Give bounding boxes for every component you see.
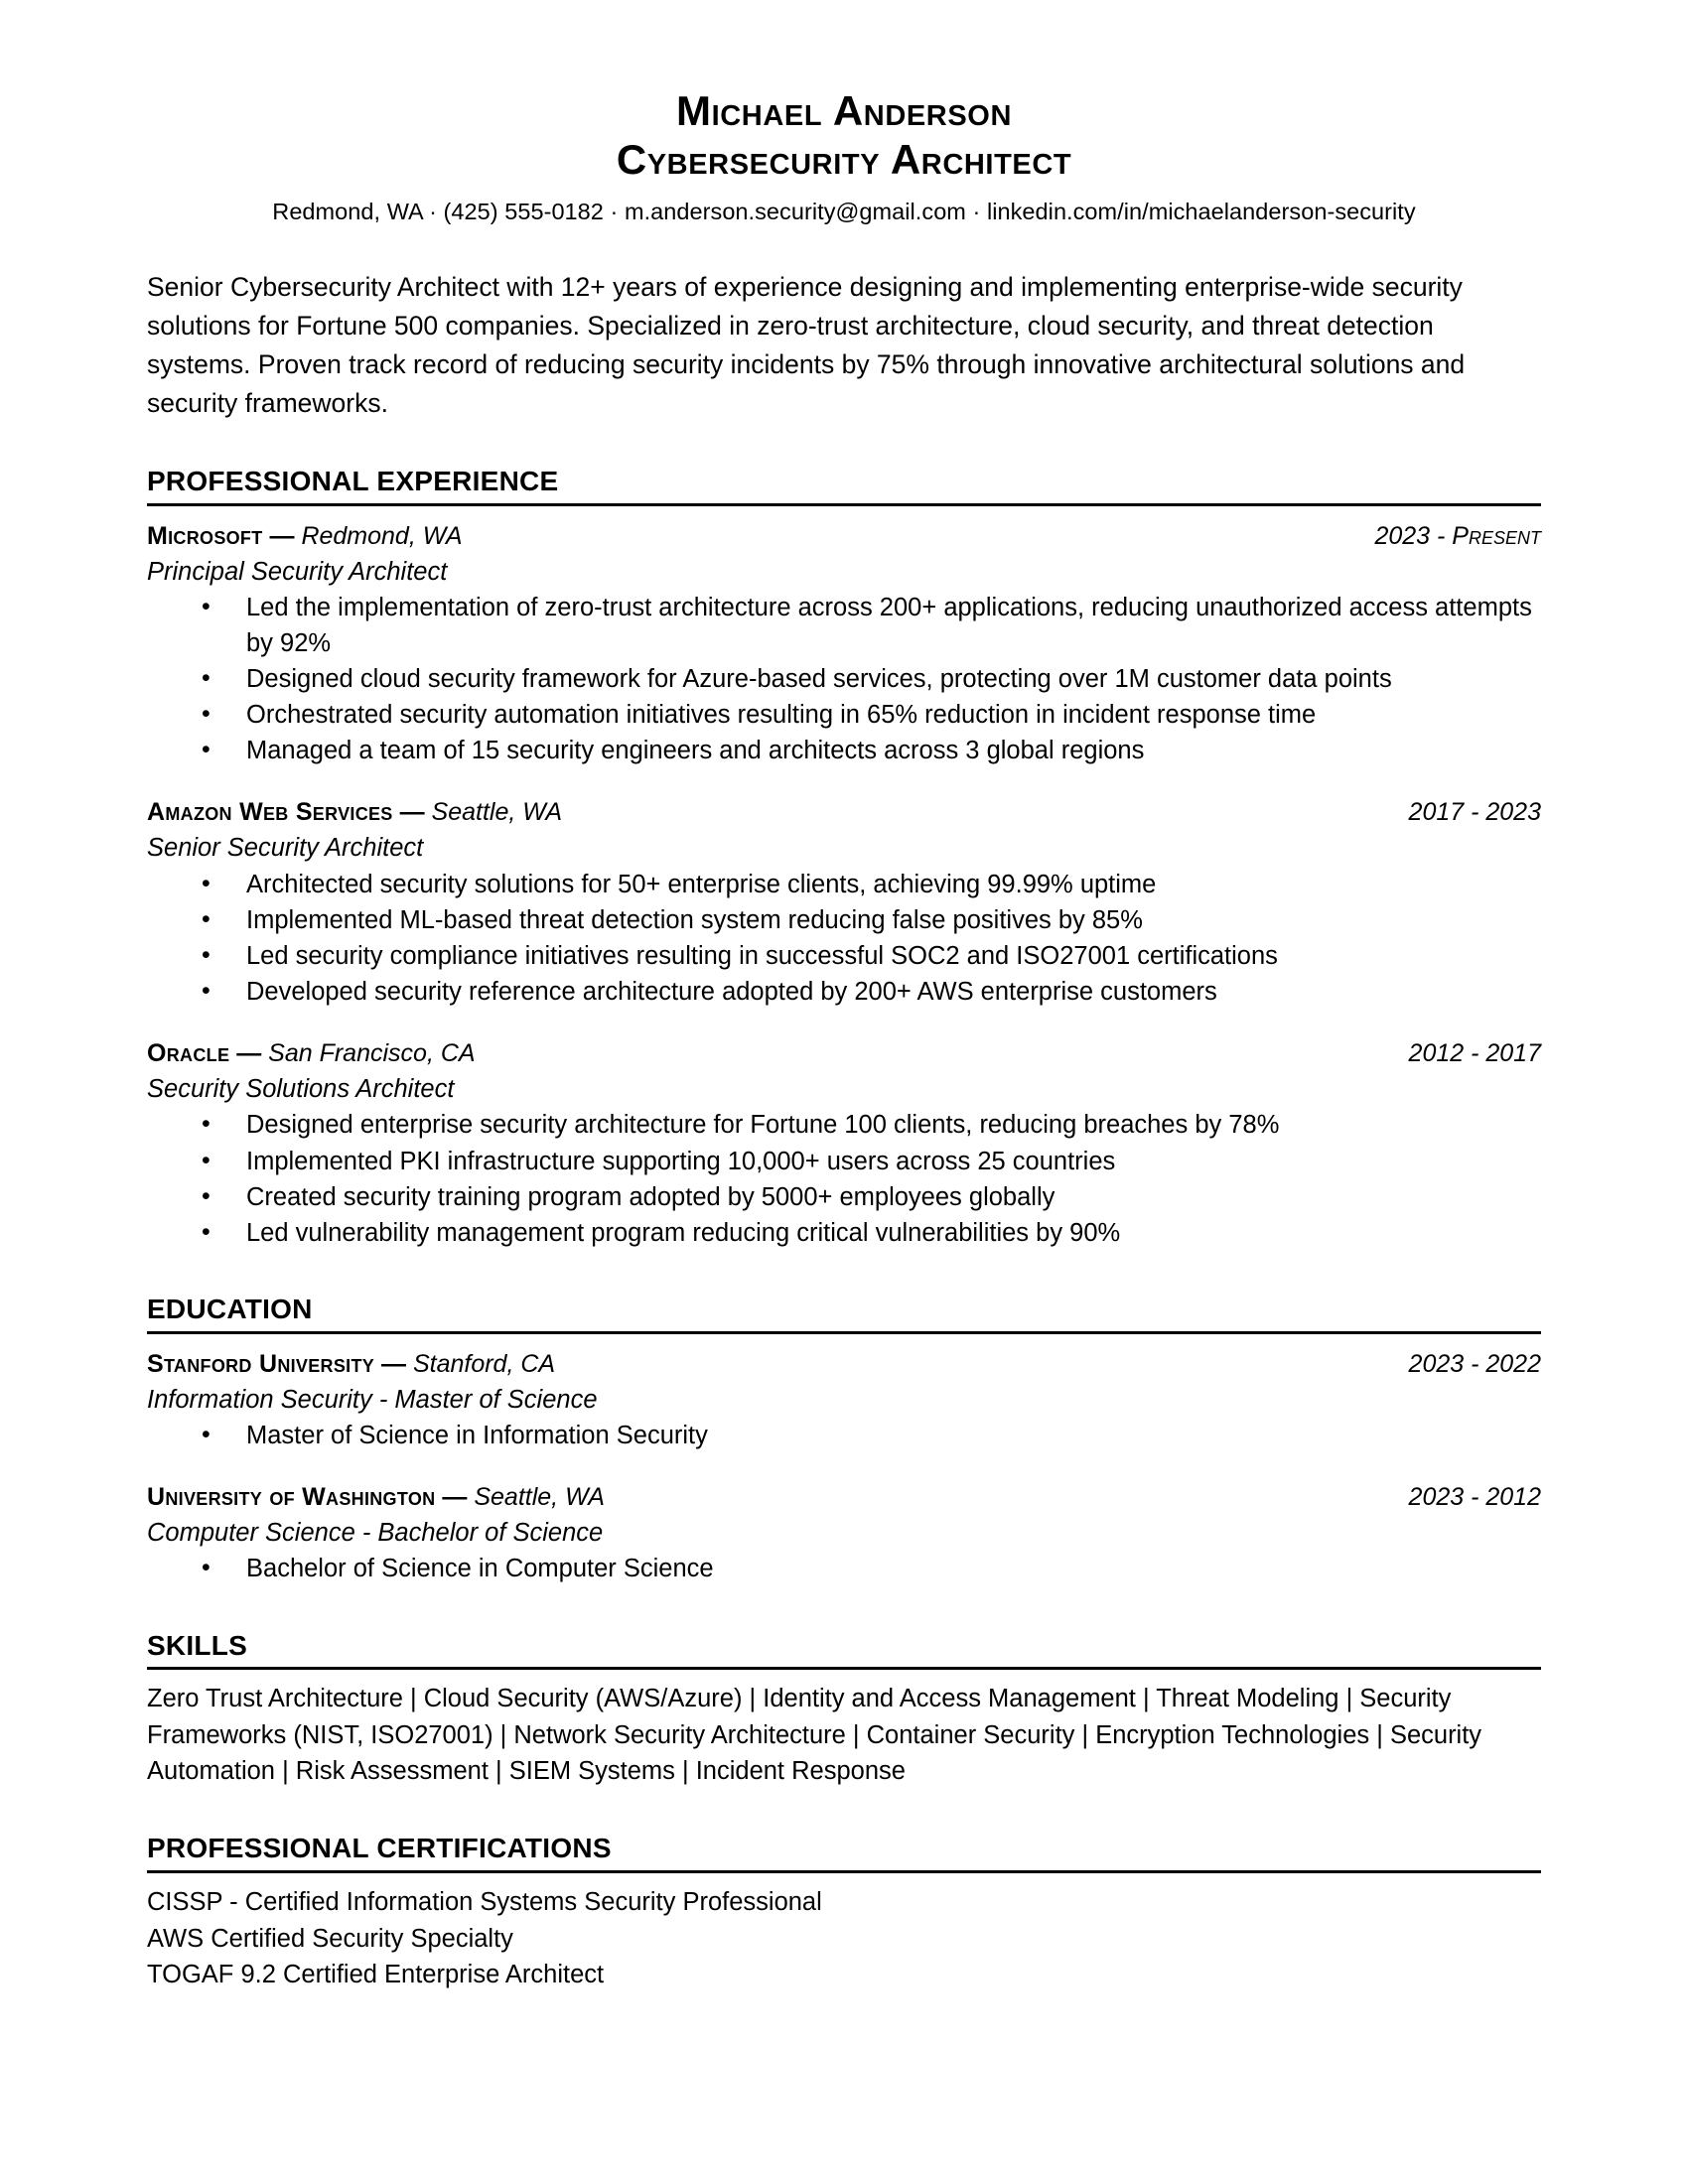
- entry-organization: [147, 1481, 605, 1513]
- entry-organization: [147, 520, 463, 552]
- contact-line: Redmond, WA · (425) 555-0182 · m.anderson.security@gmail.com · linkedin.com/in/michaelanderson-security: [272, 199, 1416, 225]
- entry-header-row: [147, 796, 1541, 828]
- entry-organization: [147, 796, 562, 828]
- entry-header-row: [147, 520, 1541, 552]
- certification-item: AWS Certified Security Specialty: [147, 1924, 513, 1953]
- bullet-item: • Implemented ML-based threat detection system reducing false positives by 85%: [147, 903, 1541, 938]
- bullet-item: • Orchestrated security automation initiatives resulting in 65% reduction in incident response time: [147, 698, 1541, 733]
- entry-bullet-list: [147, 1552, 1541, 1586]
- professional-summary: Senior Cybersecurity Architect with 12+ years of experience designing and implementing enterprise-wide security solutions for Fortune 500 companies. Specialized in zero-trust architecture, cloud security, and threat detection systems. Proven track record of reducing security incidents by 75% through innovative architectural solutions and security frameworks.: [147, 271, 1466, 419]
- bullet-item: • Created security training program adopted by 5000+ employees globally: [147, 1180, 1541, 1215]
- organization-name: Stanford University: [147, 1349, 375, 1378]
- resume-content: [147, 0, 1541, 1993]
- entry-role-title: Principal Security Architect: [147, 558, 448, 587]
- organization-name: Microsoft: [147, 522, 263, 551]
- candidate-job-title: Cybersecurity Architect: [616, 136, 1072, 184]
- entry-date-range: 2023 - 2012: [1408, 1483, 1541, 1512]
- entry-role-title: Security Solutions Architect: [147, 1075, 455, 1104]
- entry-degree-line: Computer Science - Bachelor of Science: [147, 1519, 604, 1548]
- entry-header-row: [147, 1037, 1541, 1069]
- bullet-item: • Bachelor of Science in Computer Science: [147, 1552, 1541, 1586]
- entry-date-range: 2023 - Present: [1374, 522, 1541, 551]
- education-entry: [147, 1481, 1541, 1586]
- bullet-item: • Managed a team of 15 security engineers and architects across 3 global regions: [147, 734, 1541, 768]
- experience-entry: [147, 1037, 1541, 1251]
- entry-organization: [147, 1037, 476, 1069]
- section-divider: [147, 503, 1541, 506]
- skills-text: Zero Trust Architecture | Cloud Security (AWS/Azure) | Identity and Access Management | Threat Modeling | Security Frameworks (NIST, ISO27001) | Network Security Architecture | Container Security | Encryption Technologies | Security Automation | Risk Assessment | SIEM Systems | Incident Response: [147, 1685, 1482, 1786]
- entry-date-range: 2012 - 2017: [1408, 1039, 1541, 1068]
- section-heading: EDUCATION: [147, 1294, 313, 1325]
- organization-name: University of Washington: [147, 1483, 436, 1512]
- certification-item: TOGAF 9.2 Certified Enterprise Architect: [147, 1961, 605, 1989]
- bullet-item: • Master of Science in Information Security: [147, 1419, 1541, 1453]
- experience-entry: [147, 520, 1541, 768]
- entry-bullet-list: [147, 591, 1541, 768]
- section-heading: PROFESSIONAL EXPERIENCE: [147, 466, 559, 497]
- entry-role-title: Senior Security Architect: [147, 834, 424, 863]
- organization-separator: —: [442, 1483, 468, 1512]
- resume-header: [147, 0, 1541, 227]
- entry-header-row: [147, 1348, 1541, 1380]
- organization-location: San Francisco, CA: [268, 1039, 476, 1068]
- section-divider: [147, 1331, 1541, 1334]
- certification-item: CISSP - Certified Information Systems Security Professional: [147, 1887, 822, 1916]
- organization-name: Oracle: [147, 1039, 230, 1068]
- certifications-list: [147, 1884, 1541, 1994]
- entry-bullet-list: [147, 868, 1541, 1011]
- organization-separator: —: [399, 798, 425, 827]
- entry-bullet-list: [147, 1108, 1541, 1251]
- section-skills: [147, 1631, 1541, 1790]
- organization-location: Seattle, WA: [474, 1483, 605, 1512]
- bullet-item: • Led the implementation of zero-trust architecture across 200+ applications, reducing unauthorized access attempts by 92%: [147, 591, 1541, 660]
- education-entry: [147, 1348, 1541, 1453]
- section-education: [147, 1295, 1541, 1586]
- section-divider: [147, 1870, 1541, 1873]
- entry-header-row: [147, 1481, 1541, 1513]
- organization-location: Stanford, CA: [412, 1349, 556, 1378]
- bullet-item: • Led vulnerability management program reducing critical vulnerabilities by 90%: [147, 1216, 1541, 1251]
- bullet-item: • Designed cloud security framework for Azure-based services, protecting over 1M customer data points: [147, 662, 1541, 697]
- section-professional-experience: [147, 467, 1541, 1251]
- candidate-name: Michael Anderson: [676, 87, 1012, 134]
- organization-separator: —: [269, 522, 295, 551]
- organization-separator: —: [236, 1039, 262, 1068]
- organization-location: Redmond, WA: [301, 522, 463, 551]
- entry-date-range: 2017 - 2023: [1408, 798, 1541, 827]
- organization-name: Amazon Web Services: [147, 798, 393, 827]
- entry-organization: [147, 1348, 555, 1380]
- bullet-item: • Led security compliance initiatives resulting in successful SOC2 and ISO27001 certifications: [147, 939, 1541, 974]
- bullet-item: • Implemented PKI infrastructure supporting 10,000+ users across 25 countries: [147, 1145, 1541, 1179]
- bullet-item: • Designed enterprise security architecture for Fortune 100 clients, reducing breaches by 78%: [147, 1108, 1541, 1143]
- entry-date-range: 2023 - 2022: [1408, 1349, 1541, 1378]
- entry-bullet-list: [147, 1419, 1541, 1453]
- section-heading: SKILLS: [147, 1629, 248, 1661]
- bullet-item: • Developed security reference architecture adopted by 200+ AWS enterprise customers: [147, 975, 1541, 1010]
- organization-separator: —: [381, 1349, 406, 1378]
- organization-location: Seattle, WA: [431, 798, 563, 827]
- section-divider: [147, 1667, 1541, 1670]
- section-heading: PROFESSIONAL CERTIFICATIONS: [147, 1832, 612, 1863]
- section-certifications: [147, 1834, 1541, 1994]
- bullet-item: • Architected security solutions for 50+ enterprise clients, achieving 99.99% uptime: [147, 868, 1541, 902]
- experience-entry: [147, 796, 1541, 1010]
- entry-degree-line: Information Security - Master of Science: [147, 1385, 598, 1414]
